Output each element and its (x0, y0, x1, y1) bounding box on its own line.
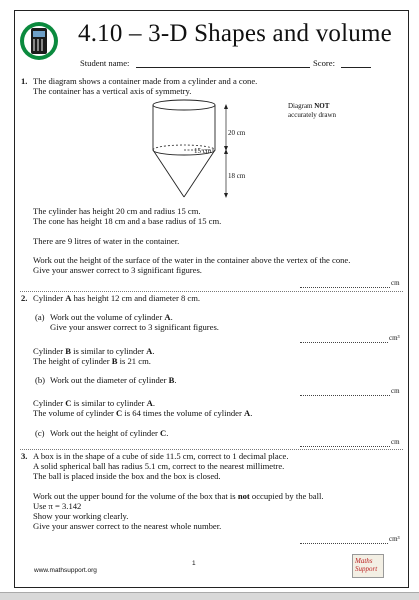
question-2-number: 2. (21, 293, 28, 303)
q2b-text: Work out the diameter of cylinder B. (50, 375, 177, 385)
student-name-line[interactable] (136, 67, 310, 68)
q1-info-2: The cone has height 18 cm and a base radius of 15 cm. (33, 216, 222, 226)
q2a-label: (a) (35, 312, 45, 322)
q3-line-1: A box is in the shape of a cube of side 11.5 cm, correct to 1 decimal place. (33, 451, 289, 461)
label-15cm: 15 cm (194, 147, 212, 155)
q2c-answer-unit: cm (391, 438, 400, 446)
student-name-label: Student name: (80, 58, 130, 68)
separator-2 (20, 449, 403, 450)
q1-line-2: The container has a vertical axis of symmetry. (33, 86, 192, 96)
separator-1 (20, 291, 403, 292)
page-number: 1 (192, 560, 196, 567)
label-20cm: 20 cm (228, 129, 246, 137)
q2c-answer-line[interactable] (300, 446, 390, 447)
q1-task-2: Give your answer correct to 3 significant figures. (33, 265, 202, 275)
q2-c-line-1: Cylinder C is similar to cylinder A. (33, 398, 156, 408)
q1-answer-line[interactable] (300, 287, 390, 288)
q2a-answer-unit: cm³ (389, 334, 400, 342)
q2b-answer-unit: cm (391, 387, 400, 395)
score-label: Score: (313, 58, 335, 68)
q2-sim-2: The height of cylinder B is 21 cm. (33, 356, 151, 366)
q2-c-line-2: The volume of cylinder C is 64 times the volume of cylinder A. (33, 408, 253, 418)
q2b-label: (b) (35, 375, 46, 385)
q1-answer-unit: cm (391, 279, 400, 287)
q1-info-3: There are 9 litres of water in the container. (33, 236, 180, 246)
q3-task: Work out the upper bound for the volume of the box that is not occupied by the ball. (33, 491, 324, 501)
q3-line-2: A solid spherical ball has radius 5.1 cm, correct to the nearest millimetre. (33, 461, 285, 471)
q1-info-1: The cylinder has height 20 cm and radius 15 cm. (33, 206, 201, 216)
q3-use-pi: Use π = 3.142 (33, 501, 82, 511)
q2b-answer-line[interactable] (300, 395, 390, 396)
q3-answer-unit: cm³ (389, 535, 400, 543)
q2c-text: Work out the height of cylinder C. (50, 428, 169, 438)
q2-intro: Cylinder A has height 12 cm and diameter 8 cm. (33, 293, 201, 303)
worksheet-title: 4.10 – 3-D Shapes and volume (78, 20, 392, 47)
question-1-number: 1. (21, 76, 28, 86)
q3-answer-line[interactable] (300, 543, 388, 544)
maths-support-logo-icon: Maths Support (352, 554, 384, 578)
q3-line-3: The ball is placed inside the box and the box is closed. (33, 471, 221, 481)
q2a-answer-line[interactable] (300, 342, 388, 343)
q2a-text: Work out the volume of cylinder A. (50, 312, 173, 322)
calculator-logo-icon (20, 22, 58, 60)
score-line[interactable] (341, 67, 371, 68)
q2c-label: (c) (35, 428, 45, 438)
q3-answer-instruction: Give your answer correct to the nearest whole number. (33, 521, 222, 531)
label-18cm: 18 cm (228, 172, 246, 180)
q1-line-1: The diagram shows a container made from a cylinder and a cone. (33, 76, 258, 86)
q2a-text-2: Give your answer correct to 3 significant figures. (50, 322, 219, 332)
q1-task-1: Work out the height of the surface of the water in the container above the vertex of the cone. (33, 255, 351, 265)
footer-website: www.mathsupport.org (34, 567, 97, 574)
diagram-note: Diagram NOT accurately drawn (288, 102, 336, 119)
q3-working: Show your working clearly. (33, 511, 129, 521)
question-3-number: 3. (21, 451, 28, 461)
q2-sim-1: Cylinder B is similar to cylinder A. (33, 346, 155, 356)
